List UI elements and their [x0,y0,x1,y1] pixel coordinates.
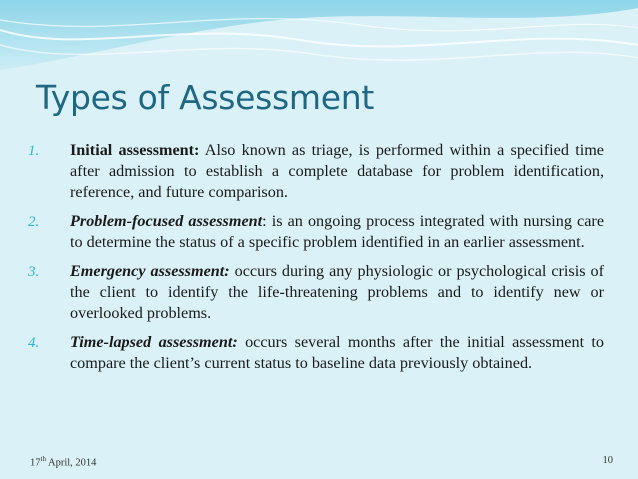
item-term: Initial assessment: [70,141,200,159]
item-term: Emergency assessment: [70,262,230,280]
item-number: 3. [28,264,40,280]
item-text [70,140,604,203]
item-term: Time-lapsed assessment: [70,333,238,351]
footer-date-suffix: th [40,455,46,463]
page-number: 10 [602,455,613,466]
slide-title: Types of Assessment [36,78,375,117]
item-description: : is an ongoing process integrated with nursing care to determine the status of a specific problem identified in an earlier assessment. [70,212,605,251]
item-text [70,261,604,324]
item-description: occurs during any physiologic or psychological crisis of the client to identify the life-threatening problems and to identify new or overlooked problems. [70,262,604,322]
list-item [28,211,604,253]
item-number: 1. [28,143,40,159]
footer-date-rest: April, 2014 [45,457,97,469]
item-number: 2. [28,214,40,230]
footer-date [30,455,96,469]
footer-date-day: 17 [30,457,41,469]
list-item [28,261,604,324]
header-wave-decoration [0,0,638,90]
item-text [70,332,604,374]
item-number: 4. [28,335,40,351]
item-term: Problem-focused assessment [70,212,263,230]
item-text [70,211,604,253]
list-item [28,140,604,203]
item-description: occurs several months after the initial assessment to compare the client’s current status to baseline data previously obtained. [70,333,605,372]
item-description: Also known as triage, is performed within a specified time after admission to establish a complete database for problem identification, reference, and future comparison. [70,141,604,201]
list-item [28,332,604,374]
assessment-list [28,140,604,382]
